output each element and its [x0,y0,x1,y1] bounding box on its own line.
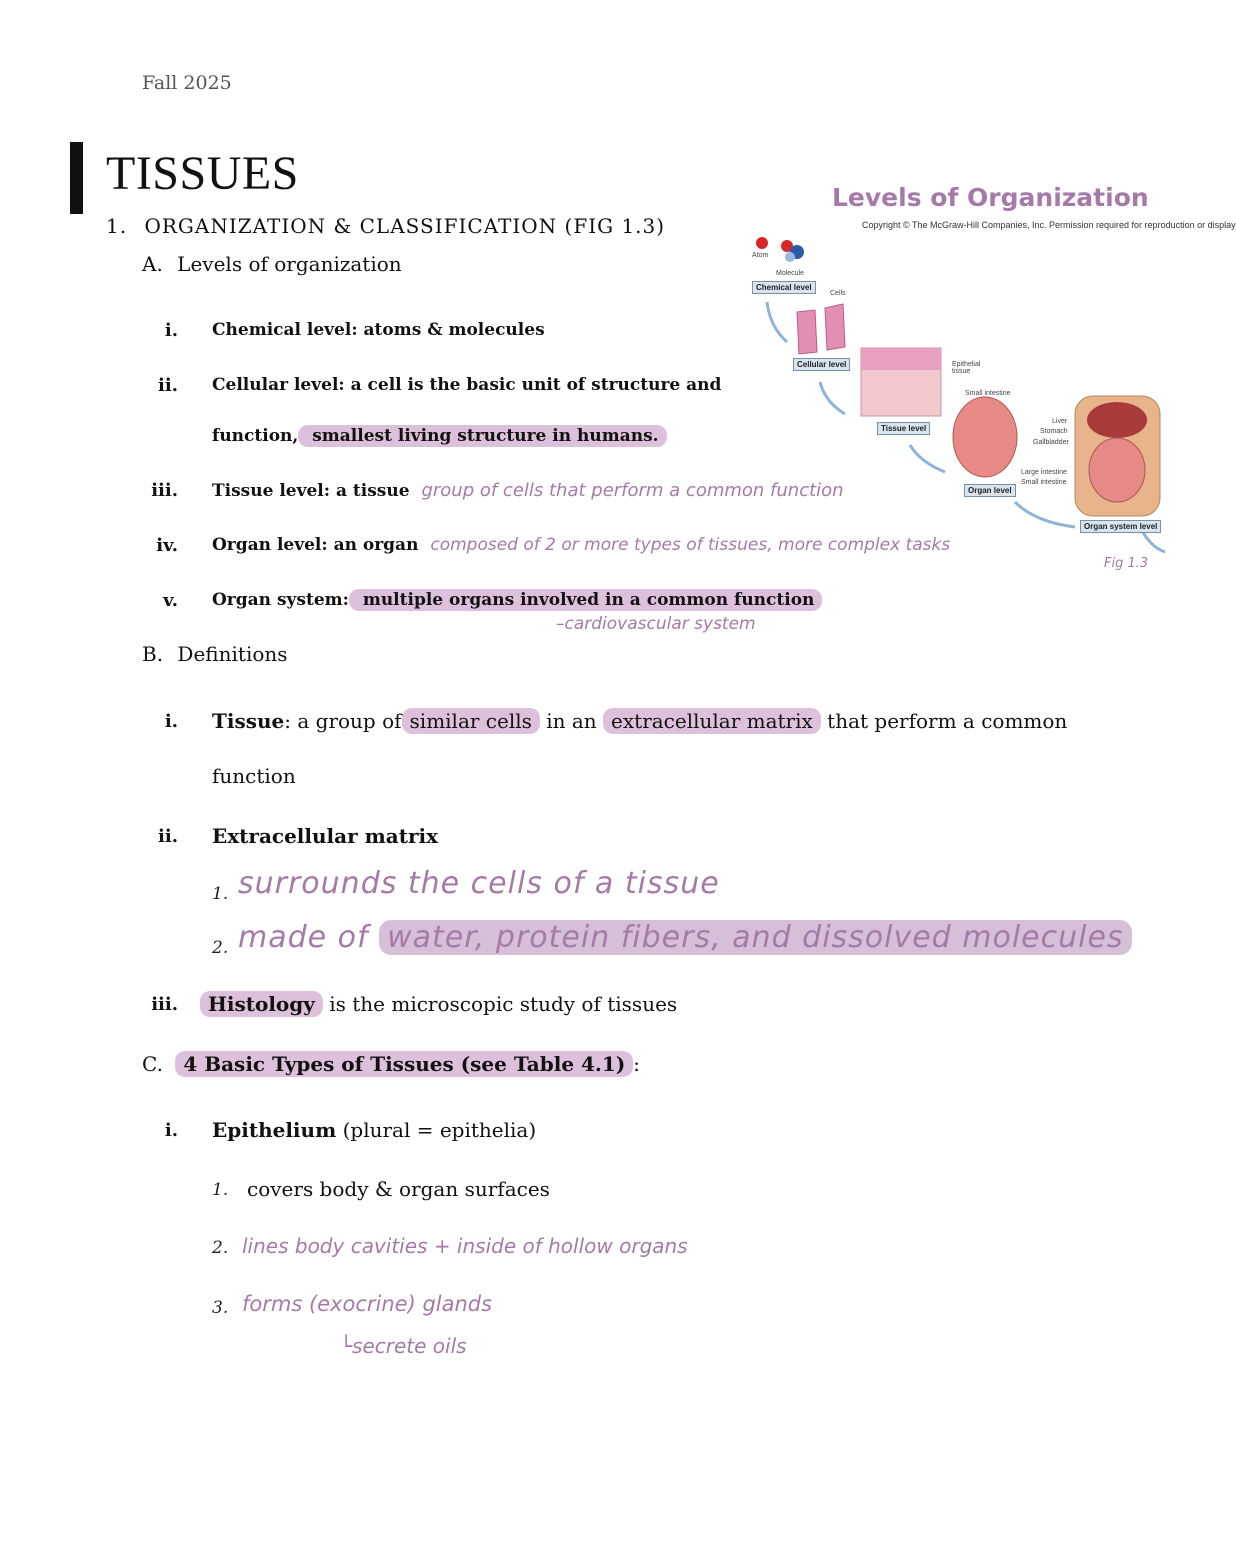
sub-number: 3. [212,1298,229,1318]
item-text: : a group of [284,709,402,733]
highlight: smallest living structure in humans. [298,425,666,447]
definition-item [212,709,1067,733]
large-intestine-label: Large intestine [1021,469,1067,476]
roman-numeral: v. [163,590,178,611]
sub-number: 2. [212,938,229,958]
item-text: : [633,1052,641,1076]
sub-number: 1. [212,884,229,904]
atom-label: Atom [752,252,769,259]
subsection-b [142,642,288,666]
handwritten-note: forms (exocrine) glands [242,1292,493,1316]
highlight: 4 Basic Types of Tissues (see Table 4.1) [175,1051,633,1077]
handwritten-highlight: water, protein fibers, and dissolved molecules [379,920,1131,955]
figure-title-text: Levels of Organization [832,183,1149,212]
level-label: Organ level [964,484,1016,497]
item-text: is the microscopic study of tissues [322,992,678,1016]
small-intestine-label-2: Small intestine [1021,479,1067,486]
item-term: Tissue [212,709,285,733]
item-term: Organ level: [212,535,328,555]
title-bar [70,142,83,214]
level-label: Chemical level [752,281,816,294]
handwritten-note: composed of 2 or more types of tissues, more complex tasks [430,535,951,555]
subsection-letter: C. [142,1052,163,1076]
item-term: Cellular level: [212,375,345,395]
highlight: multiple organs involved in a common function [349,589,823,611]
item-text: that perform a common [820,709,1068,733]
roman-numeral: iv. [156,535,178,556]
level-label: Organ system level [1080,520,1161,533]
figure-caption: Fig 1.3 [1104,556,1149,571]
cells-label: Cells [830,290,846,297]
list-item [212,375,721,395]
handwritten-note [238,920,1132,955]
roman-numeral: i. [164,320,178,341]
item-text: (plural = epithelia) [336,1118,537,1142]
item-text: an organ [327,535,419,555]
cell-icon [825,304,845,350]
molecule-label: Molecule [776,270,805,277]
page-header: Fall 2025 [142,72,232,94]
handwritten-note: –cardiovascular system [556,614,756,634]
cell-icon [797,310,817,354]
sub-number: 1. [212,1180,229,1200]
liver-label: Liver [1052,418,1068,425]
sub-number: 2. [212,1238,229,1258]
item-text: atoms & molecules [357,320,545,340]
subsection-letter: B. [142,642,164,666]
small-intestine-label: Small intestine [965,390,1011,397]
organ-icon [953,397,1017,477]
subsection-letter: A. [142,252,163,276]
item-term: Chemical level: [212,320,358,340]
section-1-heading [106,214,665,238]
list-item [212,320,545,340]
flow-arrow [767,302,787,342]
level-label: Tissue level [877,422,930,435]
handwritten-note: group of cells that perform a common function [421,480,844,501]
definition-item [212,1118,536,1142]
handwritten-note: └secrete oils [340,1334,467,1358]
section-number: 1. [106,214,128,238]
level-label: Cellular level [793,358,850,371]
definition-continuation: function [212,764,296,788]
subsection-label: Definitions [177,642,288,666]
roman-numeral: iii. [151,480,178,501]
item-term: Tissue level: [212,481,331,501]
highlight: similar cells [402,708,540,734]
item-term: Extracellular matrix [212,824,439,848]
page-title: TISSUES [106,147,299,200]
figure-copyright: Copyright © The McGraw-Hill Companies, Inc. Permission required for reproduction or display [862,220,1236,230]
highlight: extracellular matrix [603,708,821,734]
atom-icon [756,237,768,249]
item-term: Organ system: [212,590,349,610]
list-item-continuation [212,426,667,446]
roman-numeral: ii. [158,375,178,396]
item-text: in an [539,709,604,733]
subsection-c [142,1052,640,1076]
roman-numeral: ii. [158,826,178,847]
section-title: ORGANIZATION & CLASSIFICATION (FIG 1.3) [144,214,666,238]
flow-arrow [820,382,845,414]
handwritten-note: lines body cavities + inside of hollow organs [242,1234,688,1258]
handwritten-text: made of [238,920,369,955]
epithelial-label: Epithelial tissue [952,361,981,375]
sub-item: covers body & organ surfaces [247,1177,550,1201]
item-term: Epithelium [212,1118,337,1142]
roman-numeral: i. [164,1120,178,1141]
flow-arrow [910,445,945,472]
item-text: a tissue [330,481,410,501]
list-item [212,590,822,610]
gallbladder-label: Gallbladder [1033,439,1069,446]
stomach-label: Stomach [1040,428,1068,435]
highlight: Histology [200,991,323,1017]
handwritten-note: surrounds the cells of a tissue [238,866,720,901]
item-text: function, [212,426,299,446]
roman-numeral: iii. [151,994,178,1015]
flow-arrow [1015,502,1075,527]
definition-item [200,992,677,1016]
roman-numeral: i. [164,711,178,732]
subsection-label: Levels of organization [177,252,402,276]
item-text: a cell is the basic unit of structure and [344,375,722,395]
subsection-a [142,252,402,276]
figure-title [832,183,1149,212]
